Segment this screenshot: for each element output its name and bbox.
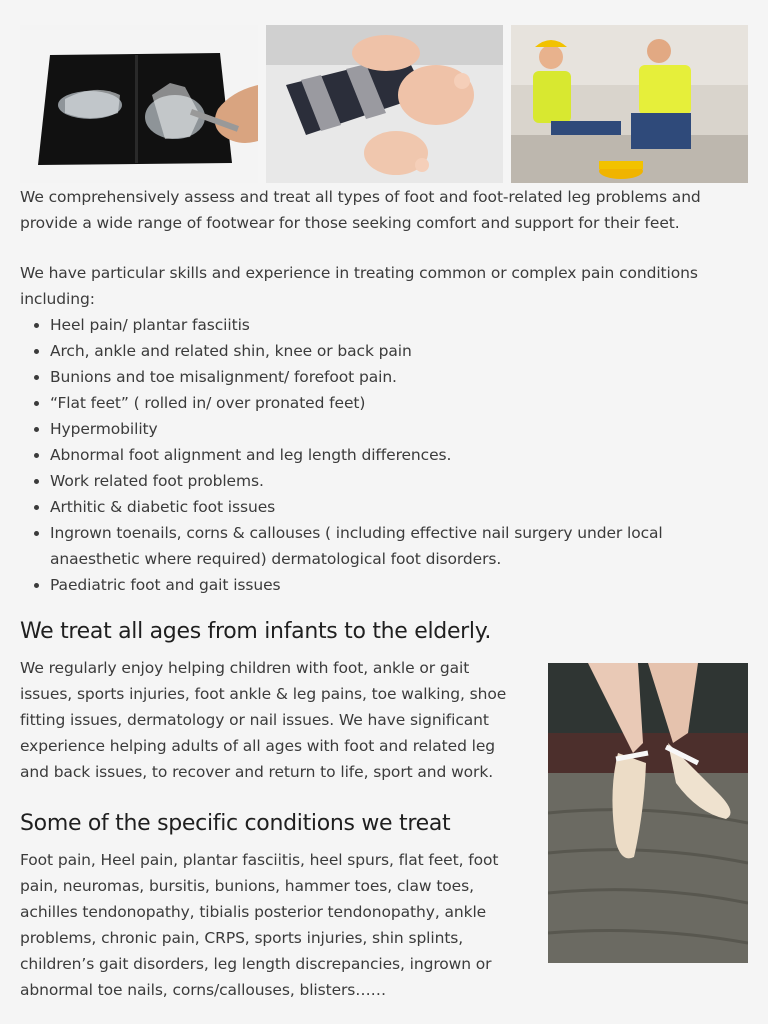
skills-paragraph: We have particular skills and experience in treating common or complex pain conditions including: [20, 264, 698, 308]
specific-conditions-paragraph: Foot pain, Heel pain, plantar fasciitis, heel spurs, flat feet, foot pain, neuromas, bursitis, bunions, hammer toes, claw toes, achilles tendonopathy, tibialis posterior tendonopathy, ankle problems, chronic pain, CRPS, sports injuries, shin splints, children’s gait disorders, leg length discrepancies, ingrown or abnormal toe nails, corns/callouses, blisters…… [20, 851, 499, 999]
ages-heading: We treat all ages from infants to the elderly. [20, 619, 492, 644]
photo-strip [20, 25, 748, 183]
list-item: • Abnormal foot alignment and leg length differences. [50, 442, 748, 468]
conditions-list [20, 312, 748, 598]
list-item: • Arthitic & diabetic foot issues [50, 494, 748, 520]
baby-feet-photo [266, 25, 503, 183]
list-item: • Paediatric foot and gait issues [50, 572, 748, 598]
workplace-injury-photo [511, 25, 748, 183]
list-item: • Ingrown toenails, corns & callouses ( including effective nail surgery under local anaesthetic where required) dermatological foot disorders. [50, 520, 748, 572]
list-item: • Bunions and toe misalignment/ forefoot pain. [50, 364, 748, 390]
ages-paragraph: We regularly enjoy helping children with foot, ankle or gait issues, sports injuries, foot ankle & leg pains, toe walking, shoe fitting issues, dermatology or nail issues. We have significant experience helping adults of all ages with foot and related leg and back issues, to recover and return to life, sport and work. [20, 659, 507, 781]
list-item: • Arch, ankle and related shin, knee or back pain [50, 338, 748, 364]
list-item: • Hypermobility [50, 416, 748, 442]
ballet-feet-photo [548, 663, 748, 963]
list-item: • “Flat feet” ( rolled in/ over pronated feet) [50, 390, 748, 416]
intro-paragraph: We comprehensively assess and treat all types of foot and foot-related leg problems and provide a wide range of footwear for those seeking comfort and support for their feet. [20, 188, 701, 232]
xray-photo [20, 25, 258, 183]
specific-conditions-heading: Some of the specific conditions we treat [20, 811, 451, 836]
list-item: • Heel pain/ plantar fasciitis [50, 312, 748, 338]
list-item: • Work related foot problems. [50, 468, 748, 494]
